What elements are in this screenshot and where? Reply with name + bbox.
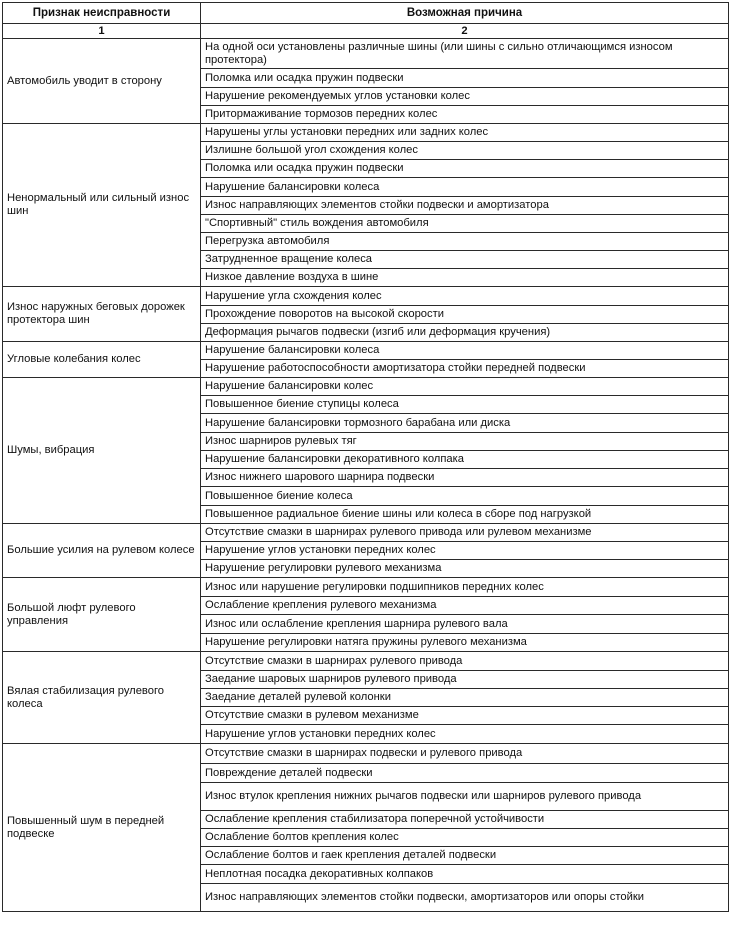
- cause-cell: Низкое давление воздуха в шине: [201, 269, 729, 287]
- cause-cell: Повышенное радиальное биение шины или колеса в сборе под нагрузкой: [201, 506, 729, 524]
- cause-cell: Ослабление крепления рулевого механизма: [201, 597, 729, 615]
- cause-cell: Притормаживание тормозов передних колес: [201, 106, 729, 124]
- header-symptom: Признак неисправности: [3, 3, 201, 24]
- cause-cell: Износ направляющих элементов стойки подвески и амортизатора: [201, 197, 729, 215]
- cause-cell: Повреждение деталей подвески: [201, 764, 729, 783]
- symptom-cell: Угловые колебания колес: [3, 342, 201, 378]
- cause-cell: Износ шарниров рулевых тяг: [201, 433, 729, 451]
- table-body: [3, 39, 729, 912]
- symptom-cell: Повышенный шум в передней подвеске: [3, 744, 201, 912]
- table-row: [3, 744, 729, 764]
- cause-cell: Излишне большой угол схождения колес: [201, 142, 729, 160]
- cause-cell: Отсутствие смазки в шарнирах рулевого привода или рулевом механизме: [201, 524, 729, 542]
- table-row: [3, 124, 729, 142]
- cause-cell: Нарушение балансировки колеса: [201, 342, 729, 360]
- cause-cell: Нарушение угла схождения колес: [201, 287, 729, 306]
- cause-cell: Нарушение регулировки натяга пружины рулевого механизма: [201, 634, 729, 652]
- cause-cell: Поломка или осадка пружин подвески: [201, 69, 729, 88]
- cause-cell: Нарушение работоспособности амортизатора стойки передней подвески: [201, 360, 729, 378]
- symptom-cell: Большой люфт рулевого управления: [3, 578, 201, 652]
- cause-cell: Перегрузка автомобиля: [201, 233, 729, 251]
- cause-cell: Нарушение углов установки передних колес: [201, 542, 729, 560]
- table-row: [3, 39, 729, 69]
- symptom-cell: Шумы, вибрация: [3, 378, 201, 524]
- header-row: [3, 3, 729, 24]
- cause-cell: Нарушение балансировки колес: [201, 378, 729, 396]
- column-number-1: 1: [3, 24, 201, 39]
- cause-cell: Заедание деталей рулевой колонки: [201, 689, 729, 707]
- cause-cell: Отсутствие смазки в шарнирах подвески и рулевого привода: [201, 744, 729, 764]
- cause-cell: Отсутствие смазки в шарнирах рулевого привода: [201, 652, 729, 671]
- table-row: [3, 342, 729, 360]
- symptom-cell: Большие усилия на рулевом колесе: [3, 524, 201, 578]
- cause-cell: Отсутствие смазки в рулевом механизме: [201, 707, 729, 725]
- table-row: [3, 287, 729, 306]
- cause-cell: Нарушение балансировки колеса: [201, 178, 729, 197]
- cause-cell: Прохождение поворотов на высокой скорости: [201, 306, 729, 324]
- cause-cell: Нарушение балансировки тормозного барабана или диска: [201, 414, 729, 433]
- cause-cell: Износ направляющих элементов стойки подвески, амортизаторов или опоры стойки: [201, 884, 729, 912]
- header-cause: Возможная причина: [201, 3, 729, 24]
- symptom-cell: Износ наружных беговых дорожек протектора шин: [3, 287, 201, 342]
- cause-cell: Нарушение рекомендуемых углов установки колес: [201, 88, 729, 106]
- cause-cell: Затрудненное вращение колеса: [201, 251, 729, 269]
- table-row: [3, 378, 729, 396]
- cause-cell: Износ или нарушение регулировки подшипников передних колес: [201, 578, 729, 597]
- cause-cell: Деформация рычагов подвески (изгиб или деформация кручения): [201, 324, 729, 342]
- faults-table: [2, 2, 729, 912]
- cause-cell: Неплотная посадка декоративных колпаков: [201, 865, 729, 884]
- cause-cell: Повышенное биение колеса: [201, 487, 729, 506]
- table-row: [3, 578, 729, 597]
- cause-cell: На одной оси установлены различные шины (или шины с сильно отличающимся износом протектора): [201, 39, 729, 69]
- table-row: [3, 652, 729, 671]
- table-row: [3, 524, 729, 542]
- cause-cell: Заедание шаровых шарниров рулевого привода: [201, 671, 729, 689]
- cause-cell: Поломка или осадка пружин подвески: [201, 160, 729, 178]
- column-number-2: 2: [201, 24, 729, 39]
- cause-cell: Нарушение регулировки рулевого механизма: [201, 560, 729, 578]
- cause-cell: "Спортивный" стиль вождения автомобиля: [201, 215, 729, 233]
- cause-cell: Износ нижнего шарового шарнира подвески: [201, 469, 729, 487]
- symptom-cell: Автомобиль уводит в сторону: [3, 39, 201, 124]
- cause-cell: Ослабление болтов и гаек крепления деталей подвески: [201, 847, 729, 865]
- cause-cell: Ослабление крепления стабилизатора поперечной устойчивости: [201, 811, 729, 829]
- column-number-row: [3, 24, 729, 39]
- symptom-cell: Ненормальный или сильный износ шин: [3, 124, 201, 287]
- cause-cell: Износ или ослабление крепления шарнира рулевого вала: [201, 615, 729, 634]
- cause-cell: Износ втулок крепления нижних рычагов подвески или шарниров рулевого привода: [201, 783, 729, 811]
- symptom-cell: Вялая стабилизация рулевого колеса: [3, 652, 201, 744]
- cause-cell: Повышенное биение ступицы колеса: [201, 396, 729, 414]
- cause-cell: Нарушение углов установки передних колес: [201, 725, 729, 744]
- cause-cell: Нарушение балансировки декоративного колпака: [201, 451, 729, 469]
- cause-cell: Ослабление болтов крепления колес: [201, 829, 729, 847]
- cause-cell: Нарушены углы установки передних или задних колес: [201, 124, 729, 142]
